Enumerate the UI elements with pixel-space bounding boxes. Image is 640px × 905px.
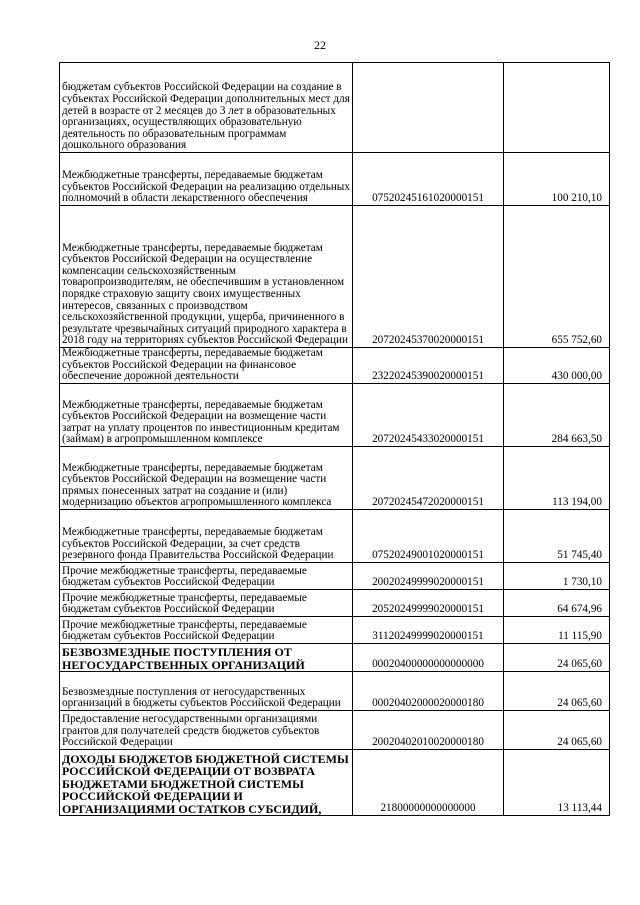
page-number: 22: [314, 38, 326, 52]
table-row: [60, 563, 610, 590]
row-description: БЕЗВОЗМЕЗДНЫЕ ПОСТУПЛЕНИЯ ОТ НЕГОСУДАРСТВЕННЫХ ОРГАНИЗАЦИЙ: [60, 644, 353, 672]
row-code: 21800000000000000: [353, 750, 504, 816]
row-amount: 430 000,00: [504, 348, 610, 384]
row-description: Безвозмездные поступления от негосударственных организаций в бюджеты субъектов Российской Федерации: [60, 672, 353, 711]
row-amount: 100 210,10: [504, 153, 610, 206]
row-description: Межбюджетные трансферты, передаваемые бюджетам субъектов Российской Федерации на финансовое обеспечение дорожной деятельности: [60, 348, 353, 384]
row-code: 23220245390020000151: [353, 348, 504, 384]
table-row: [60, 672, 610, 711]
row-amount: [504, 63, 610, 153]
row-code: 00020402000020000180: [353, 672, 504, 711]
row-amount: 13 113,44: [504, 750, 610, 816]
row-description: Предоставление негосударственными организациями грантов для получателей средств бюджетов субъектов Российской Федерации: [60, 711, 353, 750]
table-row: [60, 206, 610, 348]
revenue-table: [59, 62, 610, 816]
row-amount: 51 745,40: [504, 510, 610, 563]
row-description: Прочие межбюджетные трансферты, передаваемые бюджетам субъектов Российской Федерации: [60, 590, 353, 617]
table-row: [60, 590, 610, 617]
row-amount: 24 065,60: [504, 711, 610, 750]
row-code: 07520245161020000151: [353, 153, 504, 206]
row-description: Межбюджетные трансферты, передаваемые бюджетам субъектов Российской Федерации, за счет средств резервного фонда Правительства Российской Федерации: [60, 510, 353, 563]
row-amount: 64 674,96: [504, 590, 610, 617]
row-description: Межбюджетные трансферты, передаваемые бюджетам субъектов Российской Федерации на осуществление компенсации сельскохозяйственным товаропроизводителям, не обеспечившим в установленном порядке страховую защиту своих имущественных интересов, связанных с производством сельскохозяйственной продукции, ущерба, причиненного в результате чрезвычайных ситуаций природного характера в 2018 году на территориях субъектов Российской Федерации: [60, 206, 353, 348]
table-row: [60, 447, 610, 510]
table-row: [60, 711, 610, 750]
row-amount: 24 065,60: [504, 644, 610, 672]
row-amount: 655 752,60: [504, 206, 610, 348]
row-code: 20520249999020000151: [353, 590, 504, 617]
row-amount: 11 115,90: [504, 617, 610, 644]
row-code: 20020402010020000180: [353, 711, 504, 750]
row-description: ДОХОДЫ БЮДЖЕТОВ БЮДЖЕТНОЙ СИСТЕМЫ РОССИЙСКОЙ ФЕДЕРАЦИИ ОТ ВОЗВРАТА БЮДЖЕТАМИ БЮДЖЕТНОЙ СИСТЕМЫ РОССИЙСКОЙ ФЕДЕРАЦИИ И ОРГАНИЗАЦИЯМИ ОСТАТКОВ СУБСИДИЙ,: [60, 750, 353, 816]
table-row: [60, 348, 610, 384]
table-row: [60, 384, 610, 447]
row-code: 00020400000000000000: [353, 644, 504, 672]
table-row: [60, 644, 610, 672]
row-code: 20720245370020000151: [353, 206, 504, 348]
table-row: [60, 750, 610, 816]
row-description: Межбюджетные трансферты, передаваемые бюджетам субъектов Российской Федерации на возмещение части затрат на уплату процентов по инвестиционным кредитам (займам) в агропромышленном комплексе: [60, 384, 353, 447]
row-description: Межбюджетные трансферты, передаваемые бюджетам субъектов Российской Федерации на возмещение части прямых понесенных затрат на создание и (или) модернизацию объектов агропромышленного комплекса: [60, 447, 353, 510]
row-description: бюджетам субъектов Российской Федерации на создание в субъектах Российской Федерации дополнительных мест для детей в возрасте от 2 месяцев до 3 лет в образовательных организациях, осуществляющих образовательную деятельность по образовательным программам дошкольного образования: [60, 63, 353, 153]
table-row: [60, 63, 610, 153]
row-amount: 24 065,60: [504, 672, 610, 711]
row-code: 31120249999020000151: [353, 617, 504, 644]
table-row: [60, 510, 610, 563]
row-description: Прочие межбюджетные трансферты, передаваемые бюджетам субъектов Российской Федерации: [60, 617, 353, 644]
row-code: [353, 63, 504, 153]
table-row: [60, 617, 610, 644]
row-amount: 113 194,00: [504, 447, 610, 510]
table-row: [60, 153, 610, 206]
row-code: 20720245472020000151: [353, 447, 504, 510]
row-code: 20020249999020000151: [353, 563, 504, 590]
row-description: Прочие межбюджетные трансферты, передаваемые бюджетам субъектов Российской Федерации: [60, 563, 353, 590]
row-amount: 1 730,10: [504, 563, 610, 590]
row-amount: 284 663,50: [504, 384, 610, 447]
row-description: Межбюджетные трансферты, передаваемые бюджетам субъектов Российской Федерации на реализацию отдельных полномочий в области лекарственного обеспечения: [60, 153, 353, 206]
row-code: 20720245433020000151: [353, 384, 504, 447]
row-code: 07520249001020000151: [353, 510, 504, 563]
